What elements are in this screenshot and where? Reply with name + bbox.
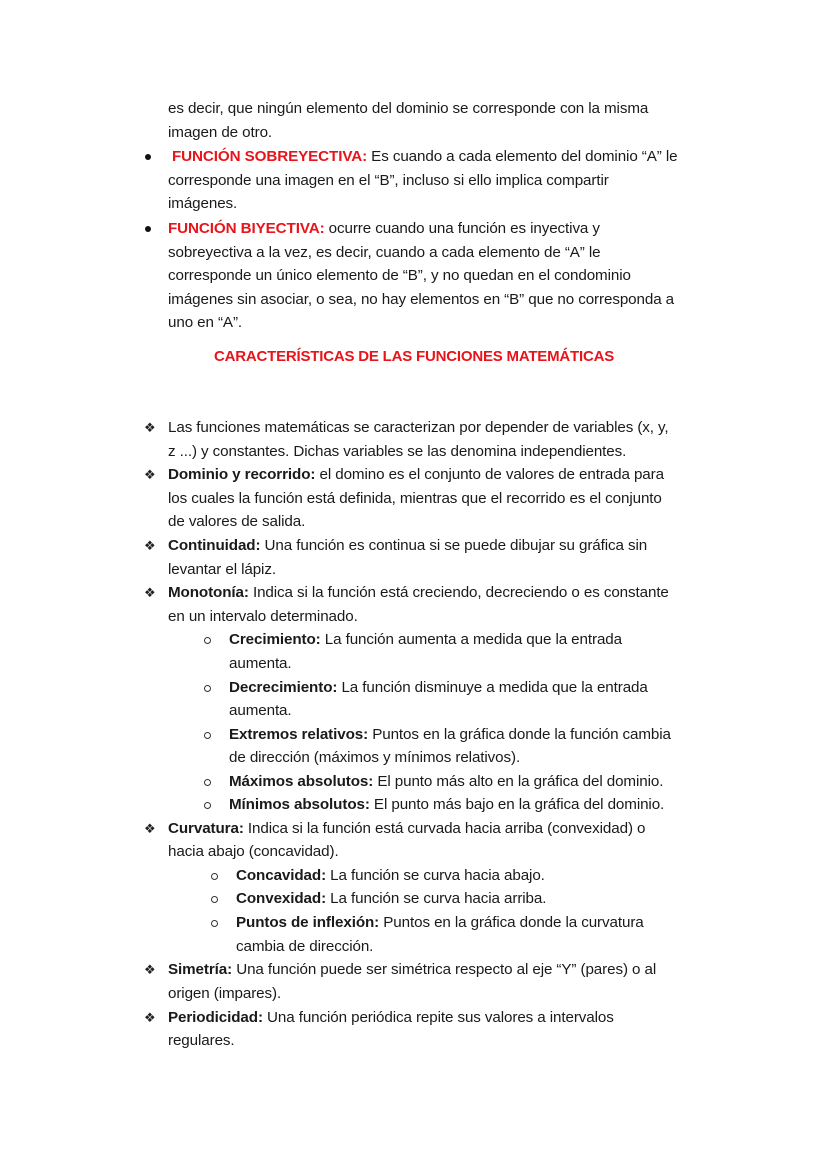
circle-bullet-icon	[211, 920, 218, 927]
characteristic-text: Indica si la función está creciendo, decreciendo o es constante	[248, 584, 669, 601]
characteristic-line: en un intervalo determinado.	[168, 608, 358, 625]
characteristic-line: hacia abajo (concavidad).	[168, 843, 339, 860]
sub-item-text: El punto más alto en la gráfica del dominio.	[373, 773, 664, 790]
characteristic-dominio	[168, 463, 664, 487]
sub-item-puntos-inflexion	[236, 911, 644, 935]
sub-item-text: La función disminuye a medida que la entrada	[337, 679, 648, 696]
characteristic-text: Indica si la función está curvada hacia arriba (convexidad) o	[243, 820, 646, 837]
sub-item-line: cambia de dirección.	[236, 938, 374, 955]
sub-item-term: Máximos absolutos:	[229, 773, 374, 790]
definition-term: FUNCIÓN BIYECTIVA:	[168, 220, 325, 237]
sub-item-term: Extremos relativos:	[229, 726, 369, 743]
sub-item-term: Concavidad:	[236, 867, 327, 884]
characteristic-text: Una función periódica repite sus valores a intervalos	[262, 1009, 614, 1026]
characteristic-monotonia	[168, 581, 669, 605]
diamond-bullet-icon: ❖	[144, 538, 156, 553]
characteristic-line: regulares.	[168, 1032, 235, 1049]
sub-item-decrecimiento	[229, 676, 648, 700]
characteristic-line: origen (impares).	[168, 985, 282, 1002]
sub-item-minimos-absolutos	[229, 793, 664, 817]
definition-term: FUNCIÓN SOBREYECTIVA:	[172, 148, 368, 165]
sub-item-text: El punto más bajo en la gráfica del dominio.	[369, 796, 665, 813]
diamond-bullet-icon: ❖	[144, 585, 156, 600]
characteristic-line: levantar el lápiz.	[168, 561, 276, 578]
bullet-dot-icon	[145, 226, 151, 232]
sub-item-term: Decrecimiento:	[229, 679, 338, 696]
definition-text: ocurre cuando una función es inyectiva y	[324, 220, 600, 237]
circle-bullet-icon	[211, 896, 218, 903]
sub-item-text: La función se curva hacia arriba.	[326, 890, 547, 907]
sub-item-concavidad	[236, 864, 545, 888]
characteristic-term: Simetría:	[168, 961, 233, 978]
circle-bullet-icon	[204, 732, 211, 739]
characteristic-text: Una función es continua si se puede dibujar su gráfica sin	[260, 537, 648, 554]
characteristic-term: Curvatura:	[168, 820, 244, 837]
section-heading: CARACTERÍSTICAS DE LAS FUNCIONES MATEMÁTICAS	[213, 348, 615, 365]
circle-bullet-icon	[204, 802, 211, 809]
definition-text: Es cuando a cada elemento del dominio “A” le	[367, 148, 678, 165]
sub-item-term: Convexidad:	[236, 890, 327, 907]
characteristic-term: Monotonía:	[168, 584, 249, 601]
circle-bullet-icon	[204, 637, 211, 644]
characteristic-term: Periodicidad:	[168, 1009, 263, 1026]
characteristic-line: z ...) y constantes. Dichas variables se las denomina independientes.	[168, 443, 627, 460]
sub-item-line: de dirección (máximos y mínimos relativos).	[229, 749, 521, 766]
intro-line: imagen de otro.	[168, 124, 273, 141]
intro-line: es decir, que ningún elemento del dominio se corresponde con la misma	[168, 100, 649, 117]
sub-item-term: Crecimiento:	[229, 631, 321, 648]
sub-item-text: La función aumenta a medida que la entrada	[320, 631, 622, 648]
sub-item-line: aumenta.	[229, 655, 292, 672]
definition-biyectiva	[168, 217, 600, 241]
characteristic-term: Dominio y recorrido:	[168, 466, 316, 483]
characteristic-periodicidad	[168, 1006, 614, 1030]
sub-item-line: aumenta.	[229, 702, 292, 719]
characteristic-simetria	[168, 958, 656, 982]
characteristic-curvatura	[168, 817, 645, 841]
definition-sobreyectiva	[172, 145, 677, 169]
diamond-bullet-icon: ❖	[144, 420, 156, 435]
characteristic-intro: Las funciones matemáticas se caracterizan por depender de variables (x, y,	[168, 419, 669, 436]
definition-line: sobreyectiva a la vez, es decir, cuando a cada elemento de “A” le	[168, 244, 601, 261]
circle-bullet-icon	[211, 873, 218, 880]
diamond-bullet-icon: ❖	[144, 1010, 156, 1025]
definition-line: uno en “A”.	[168, 314, 243, 331]
characteristic-continuidad	[168, 534, 647, 558]
sub-item-crecimiento	[229, 628, 622, 652]
sub-item-term: Puntos de inflexión:	[236, 914, 380, 931]
sub-item-text: Puntos en la gráfica donde la curvatura	[379, 914, 644, 931]
sub-item-extremos-relativos	[229, 723, 671, 747]
diamond-bullet-icon: ❖	[144, 467, 156, 482]
sub-item-text: La función se curva hacia abajo.	[326, 867, 545, 884]
diamond-bullet-icon: ❖	[144, 962, 156, 977]
characteristic-line: los cuales la función está definida, mientras que el recorrido es el conjunto	[168, 490, 662, 507]
circle-bullet-icon	[204, 685, 211, 692]
definition-line: corresponde un único elemento de “B”, y no quedan en el condominio	[168, 267, 631, 284]
characteristic-term: Continuidad:	[168, 537, 261, 554]
characteristic-text: Una función puede ser simétrica respecto al eje “Y” (pares) o al	[232, 961, 657, 978]
definition-line: imágenes.	[168, 195, 238, 212]
definition-line: corresponde una imagen en el “B”, incluso si ello implica compartir	[168, 172, 609, 189]
definition-line: imágenes sin asociar, o sea, no hay elementos en “B” que no corresponda a	[168, 291, 675, 308]
sub-item-convexidad	[236, 887, 546, 911]
sub-item-text: Puntos en la gráfica donde la función cambia	[368, 726, 671, 743]
sub-item-maximos-absolutos	[229, 770, 663, 794]
bullet-dot-icon	[145, 154, 151, 160]
circle-bullet-icon	[204, 779, 211, 786]
sub-item-term: Mínimos absolutos:	[229, 796, 370, 813]
diamond-bullet-icon: ❖	[144, 821, 156, 836]
characteristic-line: de valores de salida.	[168, 513, 306, 530]
characteristic-text: el domino es el conjunto de valores de entrada para	[315, 466, 664, 483]
